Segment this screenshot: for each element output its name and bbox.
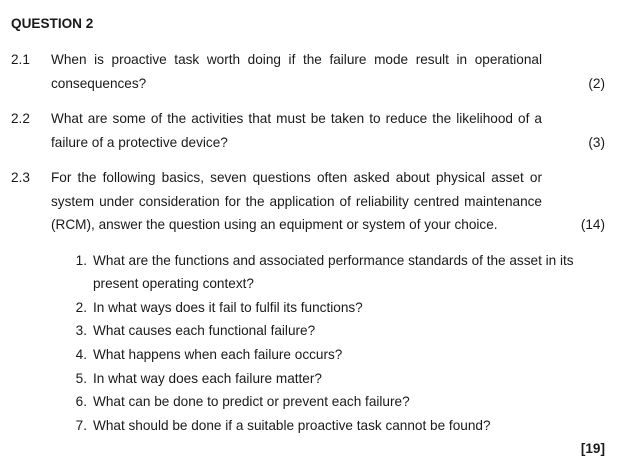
list-item-number: 7. [75,418,87,433]
question-2-1-line-2: consequences? [51,76,147,91]
list-item-text: What causes each functional failure? [93,323,316,338]
list-item-number: 3. [75,323,87,338]
list-item-text: present operating context? [93,276,254,291]
list-item-text: What should be done if a suitable proactive task cannot be found? [93,418,491,433]
list-item-number: 6. [75,394,87,409]
question-number-2-2: 2.2 [11,111,30,126]
question-2-3-line-1: For the following basics, seven questions often asked about physical asset or [51,170,542,185]
question-title: QUESTION 2 [11,16,94,31]
list-item-number: 1. [75,253,87,268]
list-item-number: 2. [75,300,87,315]
list-item-text: What are the functions and associated performance standards of the asset in its [93,253,574,268]
list-item-number: 5. [75,371,87,386]
question-2-1-marks: (2) [588,76,605,91]
question-2-2-marks: (3) [588,135,605,150]
list-item-text: What can be done to predict or prevent each failure? [93,394,410,409]
question-2-2-line-1: What are some of the activities that must be taken to reduce the likelihood of a [51,111,542,126]
list-item-text: In what way does each failure matter? [93,371,322,386]
question-2-3-line-3: (RCM), answer the question using an equipment or system of your choice. [51,217,498,232]
total-marks: [19] [580,441,605,456]
question-2-3-marks: (14) [580,217,605,232]
list-item-number: 4. [75,347,87,362]
question-number-2-1: 2.1 [11,52,30,67]
question-2-1-line-1: When is proactive task worth doing if the failure mode result in operational [51,52,542,67]
list-item-text: In what ways does it fail to fulfil its functions? [93,300,363,315]
question-2-3-line-2: system under consideration for the application of reliability centred maintenance [51,194,542,209]
question-number-2-3: 2.3 [11,170,30,185]
list-item-text: What happens when each failure occurs? [93,347,343,362]
question-2-2-line-2: failure of a protective device? [51,135,228,150]
